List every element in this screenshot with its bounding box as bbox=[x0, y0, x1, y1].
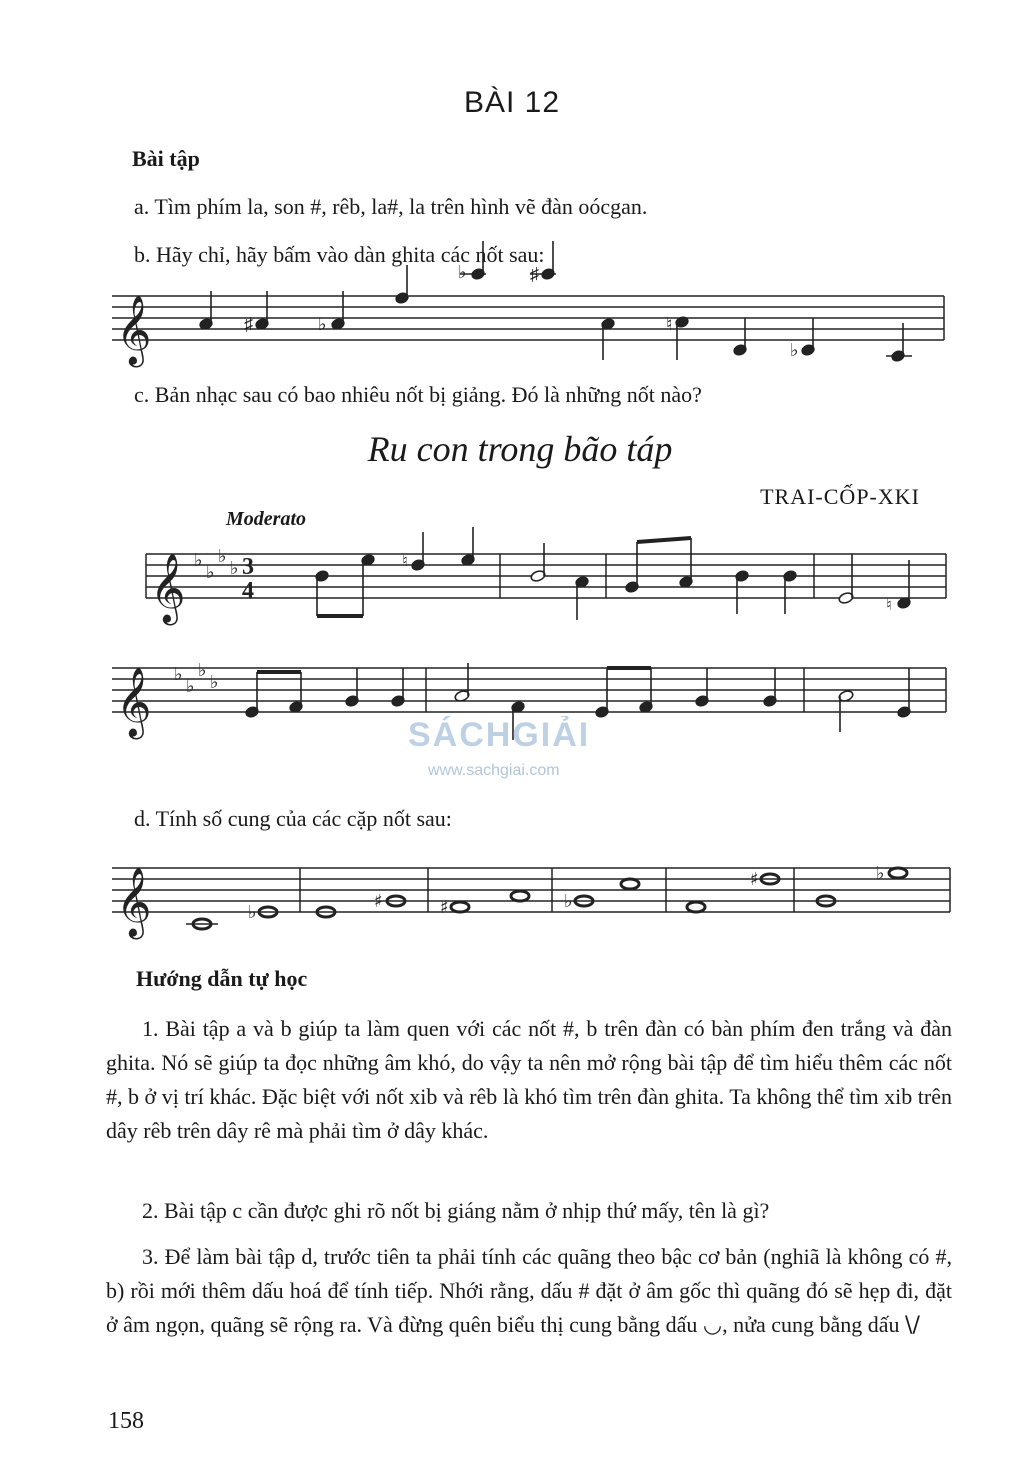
treble-clef-icon: 𝄞 bbox=[150, 553, 186, 623]
natural-icon: ♮ bbox=[402, 553, 408, 570]
treble-clef-icon: 𝄞 bbox=[116, 295, 152, 365]
page-number: 158 bbox=[108, 1408, 144, 1434]
sharp-icon: ♯ bbox=[440, 897, 449, 918]
time-signature-bottom: 4 bbox=[242, 578, 254, 604]
flat-icon: ♭ bbox=[210, 672, 219, 693]
exercise-b: b. Hãy chỉ, hãy bấm vào dàn ghita các nốt sau: bbox=[134, 242, 545, 267]
sharp-icon: ♯ bbox=[374, 891, 383, 912]
flat-icon: ♭ bbox=[174, 664, 183, 685]
sharp-icon: ♯ bbox=[530, 264, 539, 284]
whole-tone-mark-icon: ◡ bbox=[702, 1313, 723, 1338]
guide-title: Hướng dẫn tự học bbox=[136, 966, 308, 991]
song-composer: TRAI-CỐP-XKI bbox=[760, 484, 920, 509]
flat-icon: ♭ bbox=[318, 314, 327, 334]
exercise-title: Bài tập bbox=[132, 146, 200, 171]
guide-paragraph-1: 1. Bài tập a và b giúp ta làm quen với các nốt #, b trên đàn có bàn phím đen trắng và đàn ghita. Nó sẽ giúp ta đọc những âm khó, do vậy ta nên mở rộng bài tập để tìm hiểu thêm các nốt #, b ở vị trí khác. Đặc biệt với nốt xib và rêb là khó tìm trên đàn ghita. Ta không thể tìm xib trên dây rêb trên dây rê mà phải tìm ở dây khác. bbox=[106, 1016, 952, 1143]
guide-paragraph-3 bbox=[106, 1240, 952, 1343]
flat-icon: ♭ bbox=[218, 546, 227, 567]
whole-note bbox=[621, 879, 639, 889]
whole-note bbox=[451, 902, 469, 912]
watermark-brand: SÁCHGIẢI bbox=[408, 716, 591, 754]
song-title: Ru con trong bão táp bbox=[367, 429, 673, 469]
tempo-marking: Moderato bbox=[226, 508, 306, 530]
flat-icon: ♭ bbox=[230, 558, 239, 579]
flat-icon: ♭ bbox=[198, 660, 207, 681]
treble-clef-icon: 𝄞 bbox=[116, 867, 152, 937]
whole-note bbox=[889, 868, 907, 878]
whole-note bbox=[511, 891, 529, 901]
flat-icon: ♭ bbox=[194, 550, 203, 571]
guide-paragraph-2: 2. Bài tập c cần được ghi rõ nốt bị giáng nằm ở nhịp thứ mấy, tên là gì? bbox=[142, 1198, 770, 1223]
guide-paragraph-3-text: 3. Để làm bài tập d, trước tiên ta phải tính các quãng theo bậc cơ bản (nghiã là không có #, b) rồi mới thêm dấu hoá để tính tiếp. Nhới rằng, dấu # đặt ở âm gốc thì quãng đó sẽ hẹp đi, đặt ở âm ngọn, quãng sẽ rộng ra. Và đừng quên biểu thị cung bằng dấu bbox=[106, 1244, 952, 1337]
flat-icon: ♭ bbox=[206, 562, 215, 583]
flat-icon: ♭ bbox=[248, 902, 257, 923]
exercise-c: c. Bản nhạc sau có bao nhiêu nốt bị giảng. Đó là những nốt nào? bbox=[134, 382, 702, 407]
sharp-icon: ♯ bbox=[750, 869, 759, 890]
natural-icon: ♮ bbox=[886, 597, 892, 614]
exercise-a: a. Tìm phím la, son #, rêb, la#, la trên hình vẽ đàn oócgan. bbox=[134, 194, 648, 219]
time-signature-top: 3 bbox=[242, 554, 254, 580]
treble-clef-icon: 𝄞 bbox=[116, 667, 152, 737]
natural-icon: ♮ bbox=[666, 314, 673, 334]
flat-icon: ♭ bbox=[790, 340, 799, 360]
flat-icon: ♭ bbox=[564, 891, 573, 912]
whole-note bbox=[687, 902, 705, 912]
flat-icon: ♭ bbox=[876, 863, 885, 884]
flat-icon: ♭ bbox=[186, 676, 195, 697]
sharp-icon: ♯ bbox=[244, 314, 253, 334]
watermark-url: www.sachgiai.com bbox=[428, 762, 560, 779]
flat-icon: ♭ bbox=[458, 262, 467, 282]
guide-paragraph-3-mid: , nửa cung bằng dấu bbox=[722, 1312, 900, 1337]
exercise-d: d. Tính số cung của các cặp nốt sau: bbox=[134, 806, 452, 831]
half-tone-mark-icon: \/ bbox=[905, 1313, 920, 1338]
lesson-heading: BÀI 12 bbox=[463, 86, 561, 119]
